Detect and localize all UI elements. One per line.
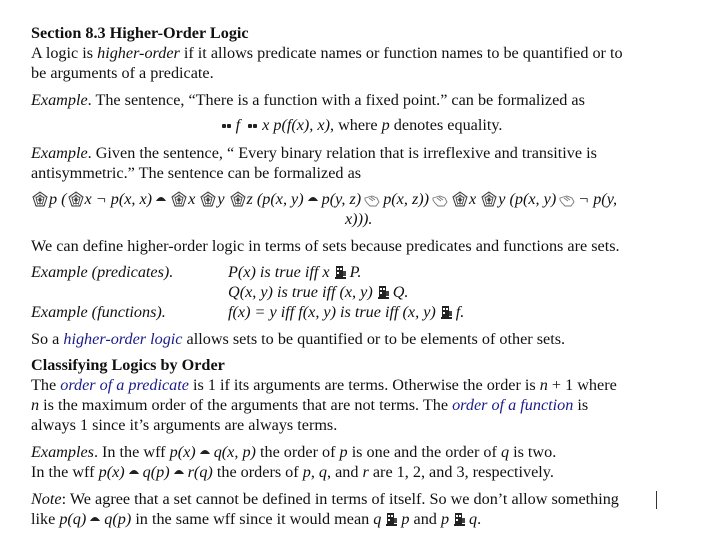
example-label: Example bbox=[31, 91, 88, 109]
var-q: q bbox=[469, 510, 478, 528]
ex-formula: q(p) bbox=[142, 463, 170, 481]
implies-icon bbox=[559, 194, 575, 207]
func-label: Example (functions). bbox=[31, 303, 166, 321]
text-cursor bbox=[656, 491, 657, 509]
ex-text: In the wff bbox=[31, 463, 99, 481]
implies-icon bbox=[364, 194, 380, 207]
exists-icon bbox=[221, 122, 233, 130]
pred-text: P. bbox=[349, 263, 362, 281]
examples-label: Examples bbox=[31, 443, 94, 461]
element-of-icon bbox=[377, 285, 389, 299]
forall-icon bbox=[230, 191, 246, 207]
example2-line-2: antisymmetric.” The sentence can be formalized as bbox=[31, 164, 362, 182]
so-text: So a bbox=[31, 330, 64, 348]
forall-icon bbox=[452, 191, 468, 207]
ex-text: the orders of bbox=[212, 463, 303, 481]
and-icon bbox=[173, 467, 185, 475]
var-r: r bbox=[362, 463, 369, 481]
element-of-icon bbox=[440, 305, 452, 319]
note-text: and bbox=[409, 510, 441, 528]
pred-text: Q(x, y) is true iff (x, y) bbox=[228, 283, 373, 301]
element-of-icon bbox=[453, 512, 465, 526]
note-line-1 bbox=[31, 489, 619, 509]
class-text: The bbox=[31, 376, 61, 394]
example-text: . The sentence, “There is a function with a fixed point.” can be formalized as bbox=[87, 91, 585, 109]
classifying-title: Classifying Logics by Order bbox=[31, 356, 225, 374]
note-line-2 bbox=[31, 509, 481, 529]
example2-formula-end: x))). bbox=[345, 210, 373, 228]
intro-text: A logic is bbox=[31, 44, 98, 62]
intro-line-2: be arguments of a predicate. bbox=[31, 64, 214, 82]
element-of-icon bbox=[385, 512, 397, 526]
element-of-icon bbox=[334, 265, 346, 279]
var-p: p bbox=[440, 510, 450, 528]
pred-text: Q. bbox=[392, 283, 409, 301]
ex-text: are 1, 2, and 3, respectively. bbox=[368, 463, 554, 481]
ex-text: is one and the order of bbox=[347, 443, 501, 461]
forall-icon bbox=[32, 191, 48, 207]
examples2-line-1 bbox=[31, 442, 556, 462]
formula-text: denotes equality. bbox=[389, 116, 503, 134]
ex-text: is two. bbox=[509, 443, 557, 461]
var-q: q bbox=[500, 443, 510, 461]
ex-formula: r(q) bbox=[187, 463, 213, 481]
intro-text: if it allows predicate names or function names to be quantified or to bbox=[179, 44, 623, 62]
ex-text: the order of bbox=[255, 443, 340, 461]
note-label: Note bbox=[31, 490, 62, 508]
exists-icon bbox=[247, 122, 259, 130]
formula-part: x bbox=[188, 190, 196, 208]
note-formula: p(q) bbox=[59, 510, 87, 528]
note-text: like bbox=[31, 510, 60, 528]
forall-icon bbox=[481, 191, 497, 207]
var-n: n bbox=[31, 396, 40, 414]
link-order-of-predicate[interactable]: order of a predicate bbox=[60, 376, 189, 394]
and-icon bbox=[89, 514, 101, 522]
examples2-line-2: In the wff p(x) q(p) r(q) the orders of p, q, and r are 1, 2, and 3, respectively. bbox=[31, 463, 554, 481]
formula-part: ¬ p(y, bbox=[578, 190, 618, 208]
pred-label: Example (predicates). bbox=[31, 263, 174, 281]
and-icon bbox=[199, 447, 211, 455]
func-text: f. bbox=[455, 303, 465, 321]
ex-formula: p(x) bbox=[98, 463, 125, 481]
forall-icon bbox=[68, 191, 84, 207]
sets-line: We can define higher-order logic in terms of sets because predicates and functions are sets. bbox=[31, 237, 620, 255]
section-title: Section 8.3 Higher-Order Logic bbox=[31, 24, 249, 42]
term-higher-order: higher-order bbox=[97, 44, 180, 62]
var-q: q bbox=[318, 463, 327, 481]
formula-part: z (p(x, y) bbox=[246, 190, 304, 208]
pred-line-2 bbox=[228, 282, 408, 302]
pred-text: P(x) is true iff x bbox=[228, 263, 330, 281]
so-text: allows sets to be quantified or to be elements of other sets. bbox=[182, 330, 566, 348]
forall-icon bbox=[200, 191, 216, 207]
class-text: is bbox=[573, 396, 589, 414]
formula-part: x ¬ p(x, x) bbox=[84, 190, 153, 208]
intro-line-1 bbox=[31, 43, 623, 63]
formula-part: p(y, z) bbox=[321, 190, 362, 208]
class-text: is the maximum order of the arguments that are not terms. The bbox=[39, 396, 453, 414]
var-f: f bbox=[235, 116, 241, 134]
implies-icon bbox=[432, 194, 448, 207]
class-text: + 1 where bbox=[547, 376, 617, 394]
and-icon bbox=[155, 194, 167, 202]
link-order-of-function[interactable]: order of a function bbox=[452, 396, 574, 414]
var-p: p bbox=[401, 510, 410, 528]
note-formula: q(p) bbox=[104, 510, 132, 528]
func-text: f(x) = y iff f(x, y) is true iff (x, y) bbox=[228, 303, 436, 321]
pred-line-1 bbox=[228, 262, 361, 282]
ex-formula: q(x, p) bbox=[213, 443, 256, 461]
formula-part: y bbox=[217, 190, 225, 208]
note-text: in the same wff since it would mean bbox=[131, 510, 374, 528]
link-higher-order-logic[interactable]: higher-order logic bbox=[63, 330, 183, 348]
formula-part: x bbox=[469, 190, 477, 208]
note-text: : We agree that a set cannot be defined in terms of itself. So we don’t allow something bbox=[61, 490, 619, 508]
example2-formula bbox=[31, 189, 617, 209]
formula-body: p(f(x), x) bbox=[273, 116, 330, 134]
var-p: p bbox=[302, 463, 311, 481]
var-q: q bbox=[373, 510, 382, 528]
formula-part: p(x, z)) bbox=[383, 190, 430, 208]
var-p: p bbox=[339, 443, 348, 461]
func-line bbox=[228, 302, 464, 322]
var-n: n bbox=[539, 376, 548, 394]
example-text: . Given the sentence, “ Every binary relation that is irreflexive and transitive is bbox=[87, 144, 597, 162]
ex-formula: p(x) bbox=[169, 443, 196, 461]
var-p: p bbox=[381, 116, 390, 134]
example1-line bbox=[31, 90, 585, 110]
class-text: is 1 if its arguments are terms. Otherwise the order is bbox=[188, 376, 540, 394]
and-icon bbox=[128, 467, 140, 475]
ex-text: . In the wff bbox=[93, 443, 170, 461]
classifying-line-3: always 1 since it’s arguments are always terms. bbox=[31, 416, 338, 434]
example2-line-1 bbox=[31, 143, 597, 163]
note-text: . bbox=[477, 510, 482, 528]
formula-part: y (p(x, y) bbox=[498, 190, 557, 208]
so-line bbox=[31, 329, 565, 349]
formula-part: p ( bbox=[49, 190, 67, 208]
formula-text: , where bbox=[329, 116, 382, 134]
example-label: Example bbox=[31, 144, 88, 162]
classifying-line-2 bbox=[31, 395, 588, 415]
classifying-line-1 bbox=[31, 375, 617, 395]
example1-formula bbox=[0, 115, 720, 135]
and-icon bbox=[307, 194, 319, 202]
forall-icon bbox=[171, 191, 187, 207]
var-x: x bbox=[262, 116, 270, 134]
